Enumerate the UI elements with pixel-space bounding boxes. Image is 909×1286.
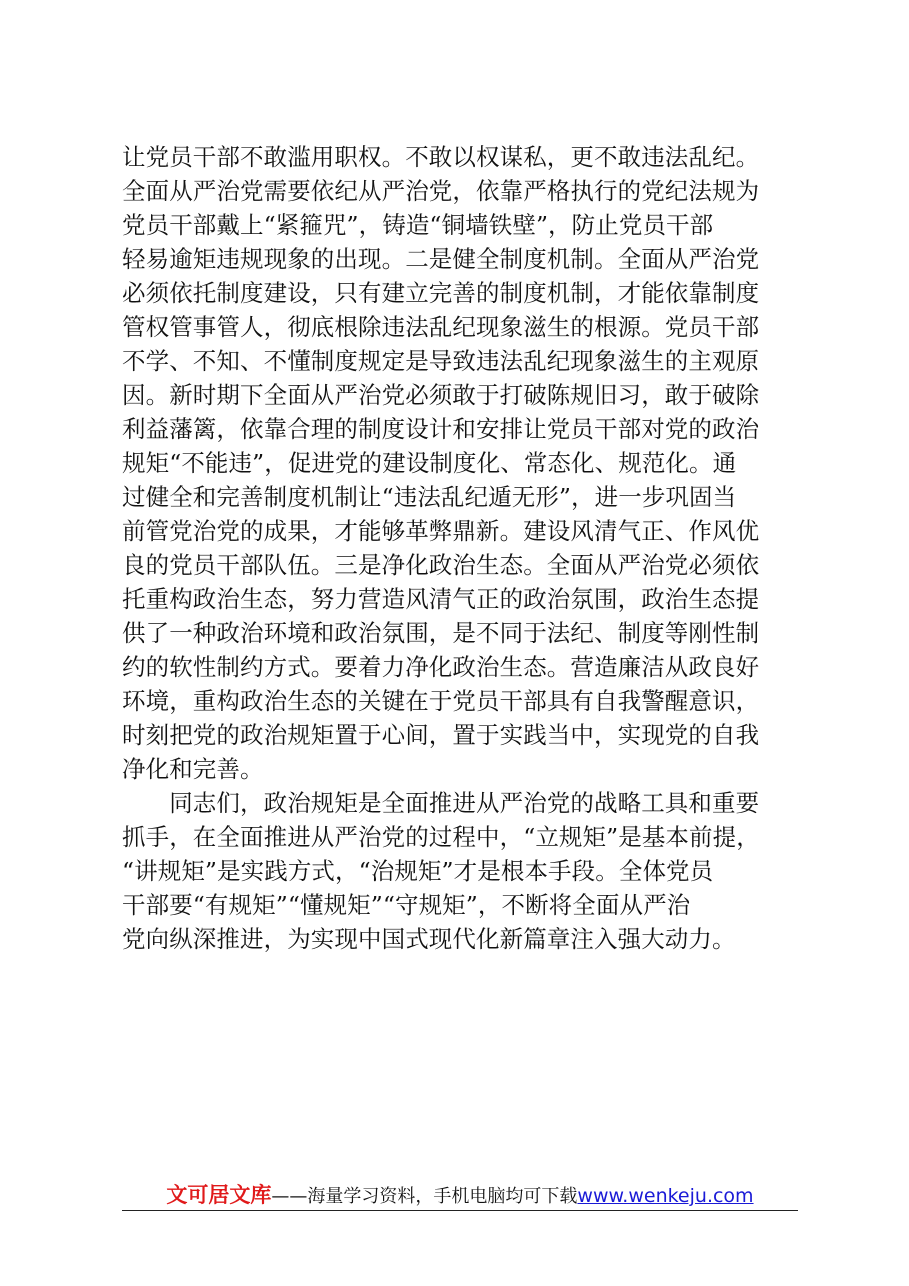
text-line: 不学、不知、不懂制度规定是导致违法乱纪现象滋生的主观原 <box>122 347 760 375</box>
text-line: 必须依托制度建设，只有建立完善的制度机制，才能依靠制度 <box>122 279 760 307</box>
text-line: 让党员干部不敢滥用职权。不敢以权谋私，更不敢违法乱纪。 <box>122 143 760 171</box>
footer-website-link[interactable]: www.wenkeju.com <box>577 1185 754 1207</box>
text-line: 因。新时期下全面从严治党必须敢于打破陈规旧习，敢于破除 <box>122 381 760 409</box>
text-line: 前管党治党的成果，才能够革弊鼎新。建设风清气正、作风优 <box>122 517 760 545</box>
text-line: 管权管事管人，彻底根除违法乱纪现象滋生的根源。党员干部 <box>122 313 760 341</box>
text-line: 净化和完善。 <box>122 755 264 783</box>
page-footer <box>122 1180 798 1210</box>
footer-divider <box>122 1210 798 1211</box>
text-line: 供了一种政治环境和政治氛围，是不同于法纪、制度等刚性制 <box>122 619 760 647</box>
text-line: “讲规矩”是实践方式，“治规矩”才是根本手段。全体党员 <box>122 857 714 885</box>
text-line: 干部要“有规矩”“懂规矩”“守规矩”，不断将全面从严治 <box>122 891 691 919</box>
text-line: 时刻把党的政治规矩置于心间，置于实践当中，实现党的自我 <box>122 721 760 749</box>
text-line: 规矩“不能违”，促进党的建设制度化、常态化、规范化。通 <box>122 449 737 477</box>
footer-brand: 文可居文库 <box>166 1183 272 1207</box>
text-line: 良的党员干部队伍。三是净化政治生态。全面从严治党必须依 <box>122 551 760 579</box>
text-line: 党向纵深推进，为实现中国式现代化新篇章注入强大动力。 <box>122 925 736 953</box>
text-line: 环境，重构政治生态的关键在于党员干部具有自我警醒意识， <box>122 687 760 715</box>
text-line: 过健全和完善制度机制让“违法乱纪遁无形”，进一步巩固当 <box>122 483 737 511</box>
text-line: 托重构政治生态，努力营造风清气正的政治氛围，政治生态提 <box>122 585 760 613</box>
text-line: 同志们，政治规矩是全面推进从严治党的战略工具和重要 <box>122 789 760 817</box>
text-line: 全面从严治党需要依纪从严治党，依靠严格执行的党纪法规为 <box>122 177 760 205</box>
text-line: 党员干部戴上“紧箍咒”，铸造“铜墙铁壁”，防止党员干部 <box>122 211 714 239</box>
text-line: 轻易逾矩违规现象的出现。二是健全制度机制。全面从严治党 <box>122 245 760 273</box>
text-line: 抓手，在全面推进从严治党的过程中，“立规矩”是基本前提， <box>122 823 760 851</box>
footer-tagline: ——海量学习资料，手机电脑均可下载 <box>271 1186 578 1207</box>
body-text <box>122 140 802 956</box>
text-line: 约的软性制约方式。要着力净化政治生态。营造廉洁从政良好 <box>122 653 760 681</box>
text-line: 利益藩篱，依靠合理的制度设计和安排让党员干部对党的政治 <box>122 415 760 443</box>
